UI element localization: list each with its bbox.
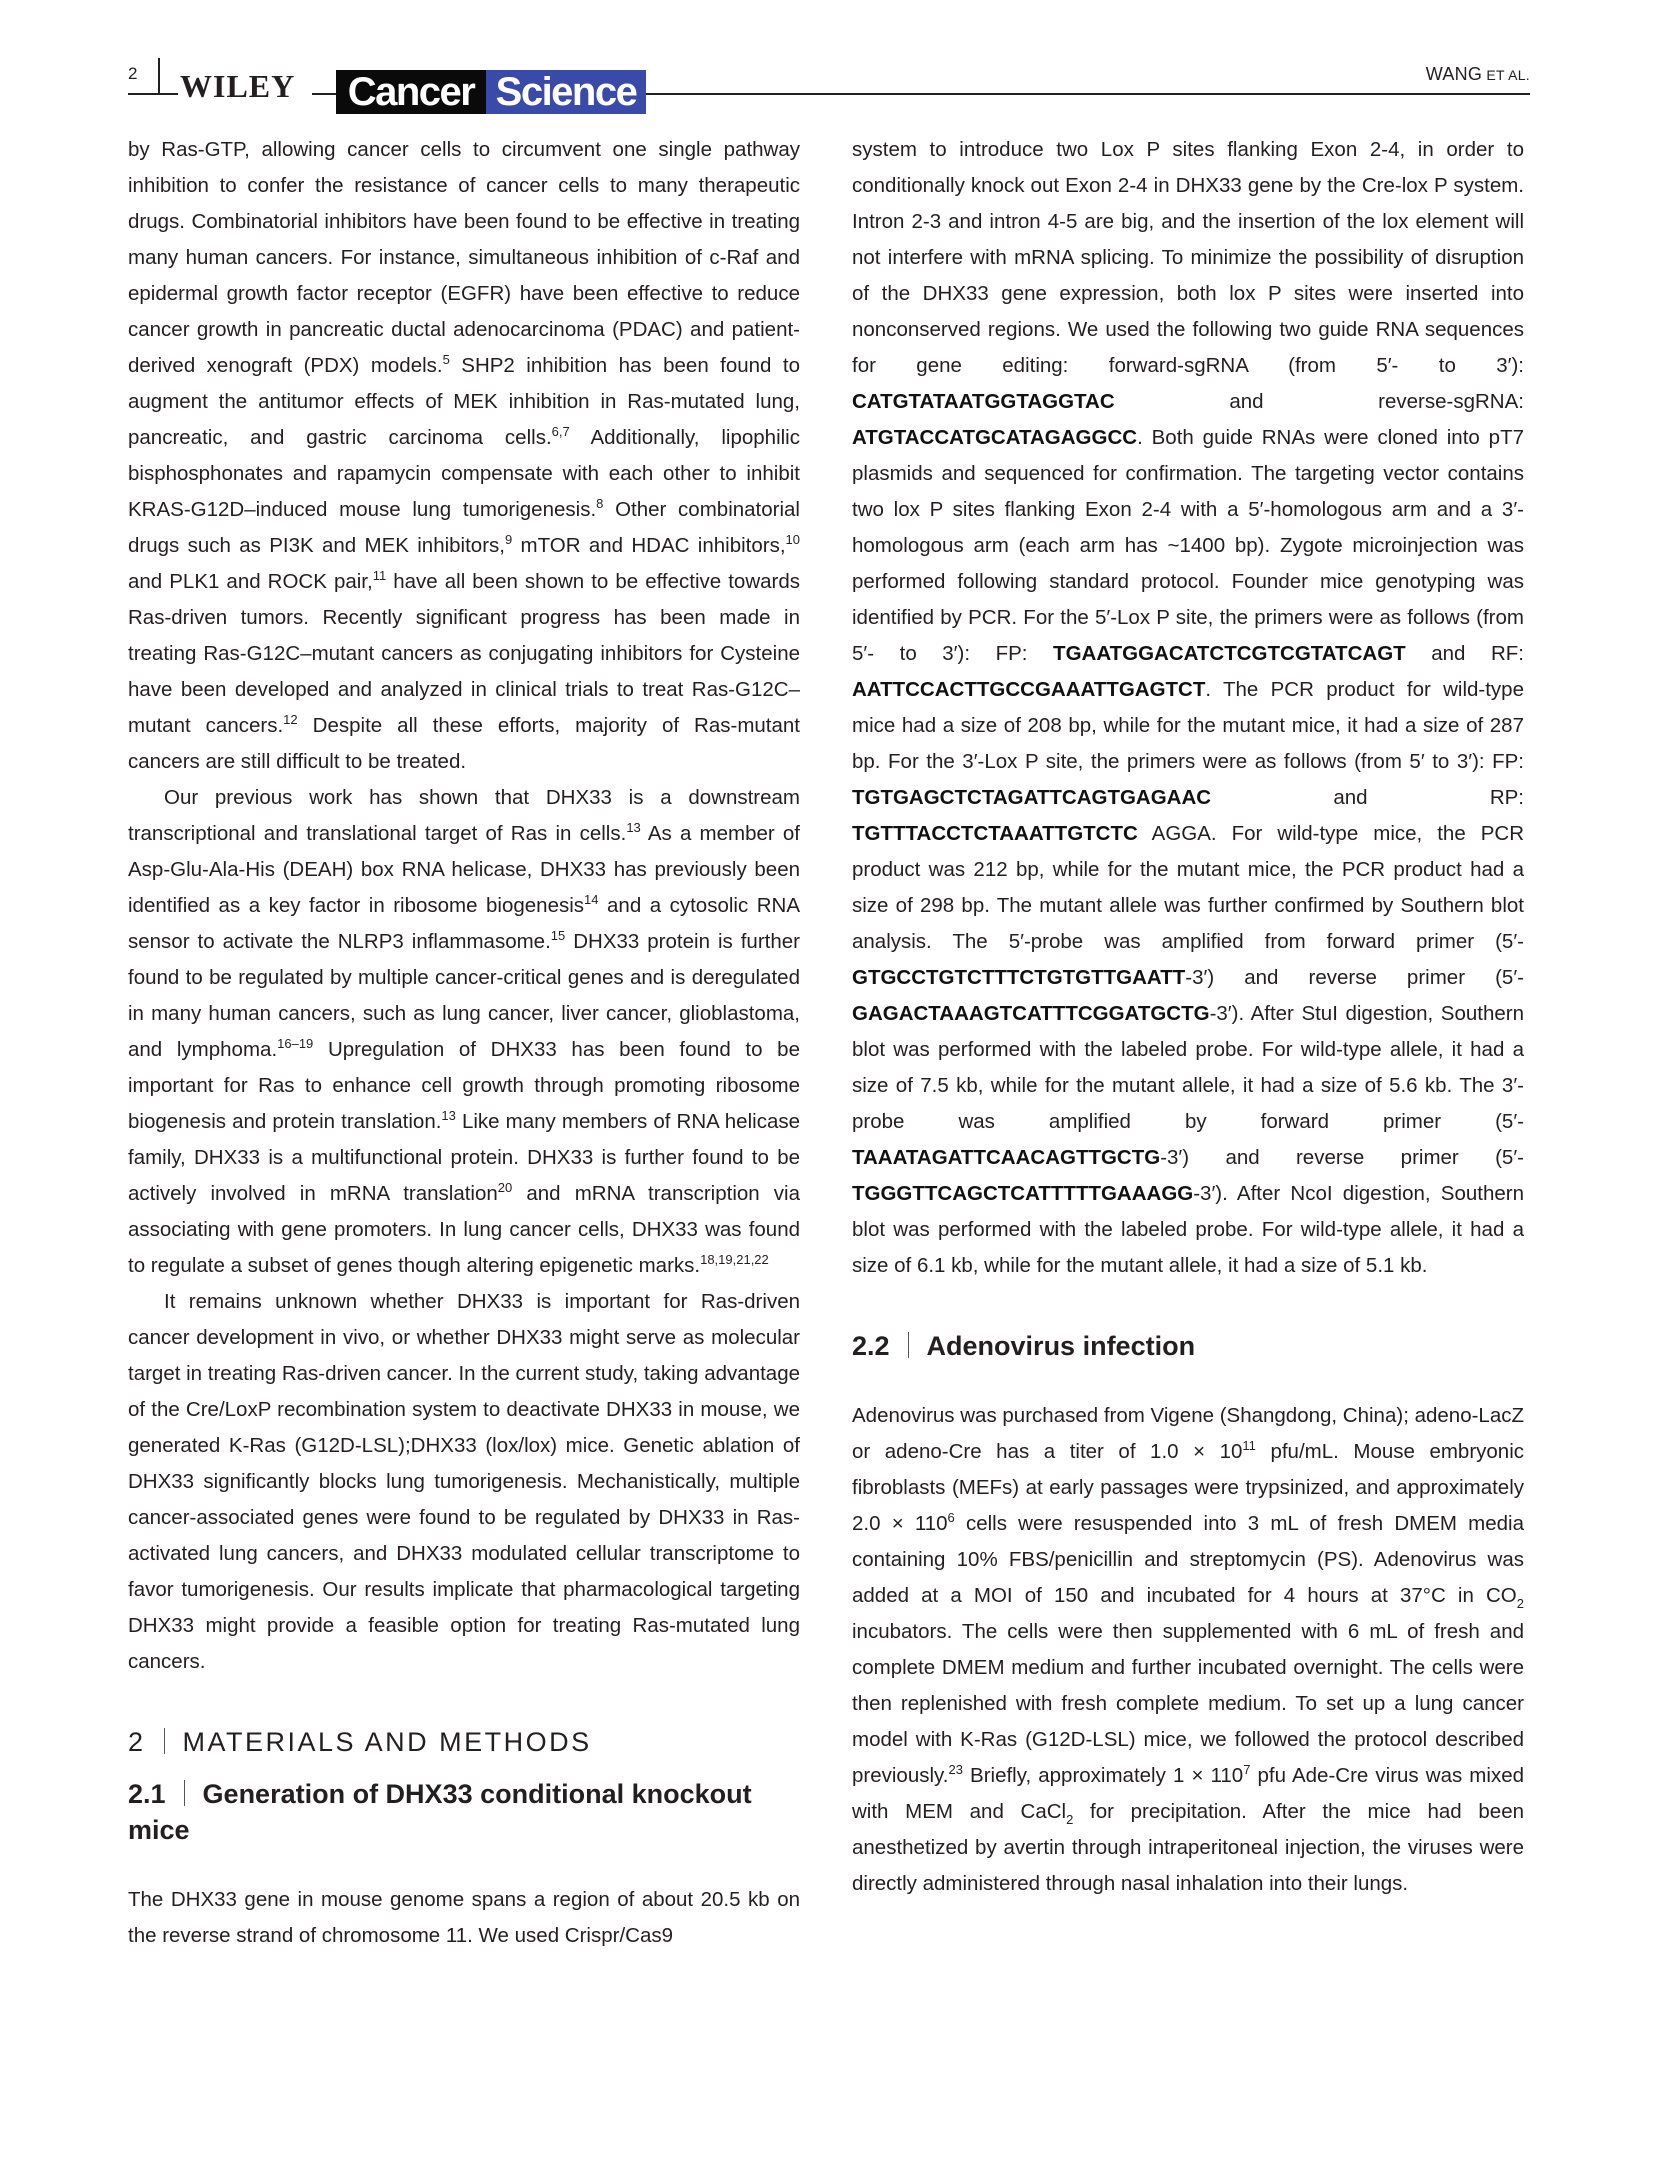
paragraph [128, 1284, 800, 1680]
text-run: and a cytosolic RNA sensor to activate the NLRP3 inflammasome. [128, 894, 800, 953]
header-rule [128, 93, 178, 95]
citation-superscript: 8 [596, 496, 604, 511]
paragraph [128, 780, 800, 1284]
dna-sequence: TGGGTTCAGCTCATTTTTGAAAGG [852, 1182, 1194, 1205]
journal-logo-science: Science [486, 70, 646, 114]
text-run: Like many members of RNA helicase family, DHX33 is a multifunctional protein. DHX33 is further found to be actively involved in mRNA translation [128, 1110, 800, 1205]
text-run: It remains unknown whether DHX33 is important for Ras-driven cancer development in vivo, or whether DHX33 might serve as molecular target in treating Ras-driven cancer. In the current study, taking advantage of the Cre/LoxP recombination system to deactivate DHX33 in mouse, we generated K-Ras (G12D-LSL);DHX33 (lox/lox) mice. Genetic ablation of DHX33 significantly blocks lung tumorigenesis. Mechanistically, multiple cancer-associated genes were found to be regulated by DHX33 in Ras-activated lung cancers, and DHX33 modulated cellular transcriptome to favor tumorigenesis. Our results implicate that pharmacological targeting DHX33 might provide a feasible option for treating Ras-mutated lung cancers. [128, 1290, 800, 1673]
text-run: AGGA. For wild-type mice, the PCR product was 212 bp, while for the mutant mice, the PCR product had a size of 298 bp. The mutant allele was further confirmed by Southern blot analysis. The 5′-probe was amplified from forward primer (5′- [852, 822, 1524, 953]
citation-superscript: 11 [1242, 1438, 1256, 1453]
text-run: DHX33 protein is further found to be regulated by multiple cancer-critical genes and is deregulated in many human cancers, such as lung cancer, liver cancer, glioblastoma, and lymphoma. [128, 930, 800, 1061]
citation-superscript: 13 [441, 1108, 456, 1123]
text-run: Other combinatorial drugs such as PI3K and MEK inhibitors, [128, 498, 800, 557]
text-run: incubators. The cells were then supplemented with 6 mL of fresh and complete DMEM medium and further incubated overnight. The cells were then replenished with fresh complete medium. To set up a lung cancer model with K-Ras (G12D-LSL) mice, we followed the protocol described previously. [852, 1620, 1524, 1787]
paragraph [852, 132, 1524, 1284]
dna-sequence: TGTGAGCTCTAGATTCAGTGAGAAC [852, 786, 1212, 809]
dna-sequence: TAAATAGATTCAACAGTTGCTG [852, 1146, 1161, 1169]
citation-superscript: 16–19 [277, 1036, 314, 1051]
citation-superscript: 6 [947, 1510, 955, 1525]
text-run: by Ras-GTP, allowing cancer cells to circumvent one single pathway inhibition to confer the resistance of cancer cells to many therapeutic drugs. Combinatorial inhibitors have been found to be effective in treating many human cancers. For instance, simultaneous inhibition of c-Raf and epidermal growth factor receptor (EGFR) have been effective to reduce cancer growth in pancreatic ductal adenocarcinoma (PDAC) and patient-derived xenograft (PDX) models. [128, 138, 800, 377]
text-run: pfu Ade-Cre virus was mixed with MEM and CaCl [852, 1764, 1524, 1823]
running-head-author: WANG [1425, 64, 1483, 84]
text-run: Additionally, lipophilic bisphosphonates and rapamycin compensate with each other to inhibit KRAS-G12D–induced mouse lung tumorigenesis. [128, 426, 800, 521]
text-run: Despite all these efforts, majority of Ras-mutant cancers are still difficult to be treated. [128, 714, 801, 773]
text-run: -3′). After StuI digestion, Southern blot was performed with the labeled probe. For wild-type allele, it had a size of 7.5 kb, while for the mutant allele, it had a size of 5.6 kb. The 3′-probe was amplified by forward primer (5′- [852, 1002, 1524, 1133]
subsection-title: Generation of DHX33 conditional knockout mice [128, 1779, 752, 1845]
subsection-heading [128, 1776, 800, 1848]
citation-superscript: 23 [948, 1762, 963, 1777]
text-run: and RF: [1405, 642, 1525, 665]
citation-superscript: 15 [550, 928, 566, 943]
running-head-etal: ET AL. [1482, 67, 1530, 83]
subscript: 2 [1516, 1596, 1524, 1611]
text-run: mTOR and HDAC inhibitors, [512, 534, 786, 557]
section-number: 2 [128, 1727, 146, 1757]
text-run: . Both guide RNAs were cloned into pT7 plasmids and sequenced for confirmation. The targeting vector contains two lox P sites flanking Exon 2-4 with a 5′-homologous arm and a 3′-homologous arm (each arm has ~1400 bp). Zygote microinjection was performed following standard protocol. Founder mice genotyping was identified by PCR. For the 5′-Lox P site, the primers were as follows (from 5′- to 3′): FP: [852, 426, 1524, 665]
right-column [852, 132, 1524, 1902]
text-run: -3′). After NcoI digestion, Southern blot was performed with the labeled probe. For wild-type allele, it had a size of 6.1 kb, while for the mutant allele, it had a size of 5.1 kb. [852, 1182, 1524, 1277]
citation-superscript: 6,7 [551, 424, 570, 439]
dna-sequence: GTGCCTGTCTTTCTGTGTTGAATT [852, 966, 1186, 989]
header-rule [312, 93, 336, 95]
section-heading [128, 1724, 800, 1760]
subsection-title: Adenovirus infection [926, 1331, 1196, 1361]
citation-superscript: 11 [372, 568, 387, 583]
header-divider [158, 58, 160, 94]
subscript: 2 [1066, 1812, 1074, 1827]
text-run: The DHX33 gene in mouse genome spans a region of about 20.5 kb on the reverse strand of chromosome 11. We used Crispr/Cas9 [128, 1888, 800, 1947]
citation-superscript: 10 [785, 532, 800, 547]
paragraph [128, 1882, 800, 1954]
dna-sequence: TGTTTACCTCTAAATTGTCTC [852, 822, 1138, 845]
dna-sequence: CATGTATAATGGTAGGTAC [852, 390, 1115, 413]
text-run: have all been shown to be effective towards Ras-driven tumors. Recently significant progress has been made in treating Ras-G12C–mutant cancers as conjugating inhibitors for Cysteine have been developed and analyzed in clinical trials to treat Ras-G12C–mutant cancers. [128, 570, 800, 737]
citation-superscript: 18,19,21,22 [700, 1252, 769, 1267]
citation-superscript: 20 [497, 1180, 513, 1195]
text-run: and PLK1 and ROCK pair, [128, 570, 373, 593]
journal-logo-cancer: Cancer [336, 70, 486, 114]
citation-superscript: 12 [283, 712, 298, 727]
citation-superscript: 13 [626, 820, 641, 835]
text-run: for precipitation. After the mice had been anesthetized by avertin through intraperitoneal injection, the viruses were directly administered through nasal inhalation into their lungs. [852, 1800, 1524, 1895]
citation-superscript: 7 [1243, 1762, 1251, 1777]
text-run: Upregulation of DHX33 has been found to be important for Ras to enhance cell growth through promoting ribosome biogenesis and protein translation. [128, 1038, 800, 1133]
text-run: -3′) and reverse primer (5′- [1160, 1146, 1524, 1169]
dna-sequence: AATTCCACTTGCCGAAATTGAGTCT [852, 678, 1206, 701]
dna-sequence: GAGACTAAAGTCATTTCGGATGCTG [852, 1002, 1210, 1025]
citation-superscript: 9 [504, 532, 513, 547]
text-run: and reverse-sgRNA: [1114, 390, 1524, 413]
page-header [0, 0, 1654, 130]
citation-superscript: 5 [442, 352, 450, 367]
text-run: -3′) and reverse primer (5′- [1185, 966, 1524, 989]
dna-sequence: TGAATGGACATCTCGTCGTATCAGT [1053, 642, 1406, 665]
text-run: and mRNA transcription via associating with gene promoters. In lung cancer cells, DHX33 was found to regulate a subset of genes though altering epigenetic marks. [128, 1182, 801, 1277]
heading-separator [908, 1332, 909, 1358]
paragraph [128, 132, 800, 780]
paragraph [852, 1398, 1524, 1902]
citation-superscript: 14 [584, 892, 599, 907]
text-run: cells were resuspended into 3 mL of fresh DMEM media containing 10% FBS/penicillin and streptomycin (PS). Adenovirus was added at a MOI of 150 and incubated for 4 hours at 37°C in CO [852, 1512, 1524, 1607]
text-run: system to introduce two Lox P sites flanking Exon 2-4, in order to conditionally knock out Exon 2-4 in DHX33 gene by the Cre-lox P system. Intron 2-3 and intron 4-5 are big, and the insertion of the lox element will not interfere with mRNA splicing. To minimize the possibility of disruption of the DHX33 gene expression, both lox P sites were inserted into nonconserved regions. We used the following two guide RNA sequences for gene editing: forward-sgRNA (from 5′- to 3′): [852, 138, 1524, 377]
header-rule [646, 93, 1530, 95]
heading-separator [164, 1728, 165, 1754]
dna-sequence: ATGTACCATGCATAGAGGCC [852, 426, 1138, 449]
section-title: MATERIALS AND METHODS [182, 1727, 592, 1757]
subsection-number: 2.1 [128, 1779, 166, 1809]
text-run: Briefly, approximately 1 × 110 [962, 1764, 1244, 1787]
text-run: SHP2 inhibition has been found to augment the antitumor effects of MEK inhibition in Ras-mutated lung, pancreatic, and gastric carcinoma cells. [128, 354, 800, 449]
page-number: 2 [128, 64, 138, 83]
text-run: . The PCR product for wild-type mice had a size of 208 bp, while for the mutant mice, it had a size of 287 bp. For the 3′-Lox P site, the primers were as follows (from 5′ to 3′): FP: [852, 678, 1524, 773]
text-run: As a member of Asp-Glu-Ala-His (DEAH) box RNA helicase, DHX33 has previously been identified as a key factor in ribosome biogenesis [128, 822, 801, 917]
text-run: and RP: [1211, 786, 1524, 809]
text-run: Our previous work has shown that DHX33 is a downstream transcriptional and translational target of Ras in cells. [128, 786, 800, 845]
subsection-heading [852, 1328, 1524, 1364]
running-head [1426, 64, 1530, 85]
heading-separator [184, 1780, 185, 1806]
text-run: Adenovirus was purchased from Vigene (Shangdong, China); adeno-LacZ or adeno-Cre has a titer of 1.0 × 10 [852, 1404, 1524, 1463]
publisher-logo: WILEY [180, 68, 296, 104]
text-run: pfu/mL. Mouse embryonic fibroblasts (MEFs) at early passages were trypsinized, and approximately 2.0 × 110 [852, 1440, 1525, 1535]
subsection-number: 2.2 [852, 1331, 890, 1361]
left-column [128, 132, 800, 1954]
